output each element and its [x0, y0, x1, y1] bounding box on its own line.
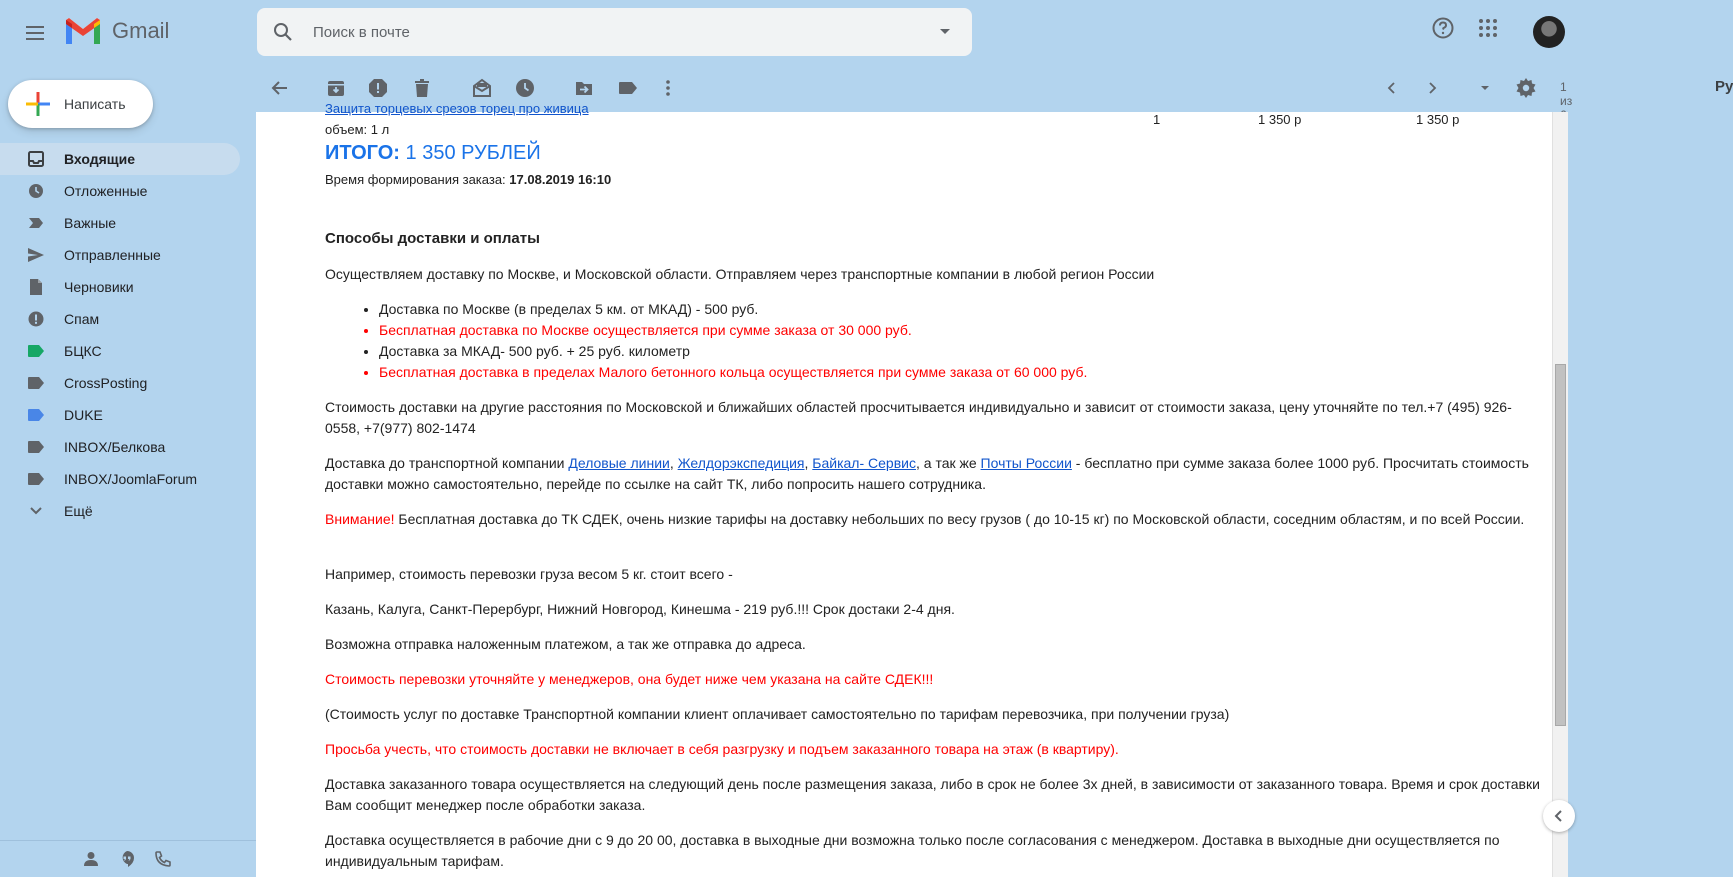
snooze-icon[interactable] — [515, 78, 535, 98]
sidebar-item-label: INBOX/Белкова — [64, 439, 166, 455]
search-bar[interactable] — [257, 8, 972, 56]
order-total-value: 1 350 РУБЛЕЙ — [405, 142, 541, 164]
message-body — [325, 101, 1540, 872]
link-pochta-rossii[interactable]: Почты России — [980, 455, 1072, 471]
attention-text: Бесплатная доставка до ТК СДЕК, очень низкие тарифы на доставку небольших по весу грузов ( до 10-15 кг) по Московской области, соседним областям, и по всей России. — [394, 511, 1525, 527]
sidebar-item-label: Важные — [64, 215, 117, 231]
label-icon — [28, 407, 44, 423]
send-icon — [28, 247, 44, 263]
message-content — [256, 101, 1552, 877]
label-as-icon[interactable] — [618, 78, 638, 98]
link-zheldorekspeditsiya[interactable]: Желдорэкспедиция — [677, 455, 805, 471]
sidebar-item-label: Отложенные — [64, 183, 148, 199]
list-item: • Бесплатная доставка в пределах Малого бетонного кольца осуществляется при сумме заказа от 60 000 руб. — [379, 362, 1540, 383]
hangouts-icon[interactable] — [118, 850, 136, 868]
separator: , — [669, 455, 678, 471]
compose-label: Написать — [64, 96, 126, 112]
cod-paragraph: Возможна отправка наложенным платежом, а так же отправка до адреса. — [325, 636, 806, 652]
delivery-heading: Способы доставки и оплаты — [325, 230, 540, 247]
sidebar — [0, 143, 256, 527]
order-item-total: 1 350 р — [1416, 112, 1460, 127]
search-options-icon[interactable] — [940, 29, 950, 34]
compose-button[interactable] — [8, 80, 153, 128]
note-paragraph: Просьба учесть, что стоимость доставки не включает в себя разгрузку и подъем заказанного товара на этаж (в квартиру). — [325, 741, 1119, 757]
side-panel-toggle[interactable] — [1543, 800, 1575, 832]
delete-icon[interactable] — [412, 78, 432, 98]
attention-label: Внимание! — [325, 511, 395, 527]
managers-paragraph: Стоимость перевозки уточняйте у менеджеров, она будет ниже чем указана на сайте СДЕК!!! — [325, 671, 934, 687]
phone-icon[interactable] — [154, 850, 172, 868]
sidebar-item-label-crossposting[interactable] — [0, 367, 240, 399]
sidebar-item-label: Черновики — [64, 279, 134, 295]
clock-icon — [28, 183, 44, 199]
sidebar-item-label-duke[interactable] — [0, 399, 240, 431]
order-item-link[interactable]: Защита торцевых срезов торец про живица — [325, 101, 589, 116]
sidebar-item-label: DUKE — [64, 407, 103, 423]
report-spam-icon[interactable] — [368, 78, 388, 98]
sidebar-item-more[interactable] — [0, 495, 240, 527]
workdays-paragraph: Доставка осуществляется в рабочие дни с 9 до 20 00, доставка в выходные дни возможна только после согласования с менеджером. Доставка в выходные дни осуществляется по индивидуальным тарифам. — [325, 832, 1500, 869]
services-paragraph: (Стоимость услуг по доставке Транспортной компании клиент оплачивает самостоятельно по тарифам перевозчика, при получении груза) — [325, 706, 1230, 722]
sidebar-item-label: Отправленные — [64, 247, 161, 263]
list-item: • Доставка за МКАД- 500 руб. + 25 руб. километр — [379, 341, 1540, 362]
sidebar-item-label: Спам — [64, 311, 100, 327]
newer-chevron-icon[interactable] — [1382, 78, 1402, 98]
hangouts-bar — [0, 840, 256, 877]
main-menu-button[interactable] — [20, 18, 50, 48]
side-panel-strip — [1568, 112, 1582, 877]
next-day-paragraph: Доставка заказанного товара осуществляется на следующий день после размещения заказа, либо в срок не более 3х дней, в зависимости от заказанного товара. Время и срок доставки Вам сообщит менеджер после обработки заказа. — [325, 776, 1540, 813]
help-icon[interactable] — [1431, 16, 1455, 40]
sidebar-item-label-inbox-joomlaforum[interactable] — [0, 463, 240, 495]
sidebar-item-label: INBOX/JoomlaForum — [64, 471, 198, 487]
sidebar-item-label: CrossPosting — [64, 375, 148, 391]
input-tools-caret-icon[interactable] — [1480, 78, 1490, 98]
order-time-label: Время формирования заказа: — [325, 172, 506, 187]
gmail-m-icon — [64, 16, 102, 46]
app-name: Gmail — [112, 18, 170, 43]
account-avatar[interactable] — [1533, 16, 1565, 48]
spam-icon — [28, 311, 44, 327]
contacts-icon[interactable] — [82, 850, 100, 868]
order-total — [325, 140, 541, 166]
order-item-price: 1 350 р — [1258, 112, 1302, 127]
mark-unread-icon[interactable] — [472, 78, 492, 98]
content-scrollbar[interactable] — [1552, 112, 1568, 877]
link-baikal-service[interactable]: Байкал- Сервис — [812, 455, 916, 471]
sidebar-item-label: БЦКС — [64, 343, 102, 359]
more-options-icon[interactable] — [658, 78, 678, 98]
older-chevron-icon[interactable] — [1422, 78, 1442, 98]
attention-paragraph — [325, 509, 1540, 530]
label-icon — [28, 375, 44, 391]
order-item-qty: 1 — [1153, 112, 1161, 127]
sidebar-item-drafts[interactable] — [0, 271, 240, 303]
list-item: • Бесплатная доставка по Москве осуществляется при сумме заказа от 30 000 руб. — [379, 320, 1540, 341]
paragraph-text: - бесплатно при сумме заказа более 1000 руб. Просчитать стоимость доставки можно самостоятельно, перейде по ссылке на сайт ТК, либо попросить нашего сотрудника. — [325, 455, 1529, 492]
apps-grid-icon[interactable] — [1476, 16, 1500, 40]
inbox-icon — [28, 151, 44, 167]
compose-plus-icon — [26, 92, 50, 116]
order-summary — [325, 101, 1540, 172]
back-arrow-icon[interactable] — [270, 78, 290, 98]
move-to-icon[interactable] — [574, 78, 594, 98]
list-item: • Доставка по Москве (в пределах 5 км. от МКАД) - 500 руб. — [379, 299, 1540, 320]
sidebar-item-label: Ещё — [64, 503, 93, 519]
scrollbar-thumb[interactable] — [1555, 364, 1566, 726]
sidebar-item-snoozed[interactable] — [0, 175, 240, 207]
delivery-list — [379, 299, 1540, 383]
search-icon[interactable] — [273, 22, 293, 42]
important-icon — [28, 215, 44, 231]
settings-gear-icon[interactable] — [1516, 78, 1536, 98]
archive-icon[interactable] — [326, 78, 346, 98]
sidebar-item-spam[interactable] — [0, 303, 240, 335]
pagination-count: 1 из — [1560, 80, 1573, 108]
order-time — [325, 169, 1540, 190]
example-paragraph: Например, стоимость перевозки груза весом 5 кг. стоит всего - — [325, 566, 733, 582]
gmail-logo[interactable] — [64, 16, 169, 46]
paragraph-text: , а так же — [915, 455, 981, 471]
cities-paragraph: Казань, Калуга, Санкт-Перербург, Нижний Новгород, Кинешма - 219 руб.!!! Срок достаки 2-4 дня. — [325, 601, 955, 617]
paragraph-text: Доставка до транспортной компании — [325, 455, 569, 471]
sidebar-item-label-bcks[interactable] — [0, 335, 240, 367]
sidebar-item-label-inbox-belkova[interactable] — [0, 431, 240, 463]
delivery-intro: Осуществляем доставку по Москве, и Московской области. Отправляем через транспортные компании в любой регион России — [325, 266, 1155, 282]
order-total-label: ИТОГО: — [325, 142, 400, 164]
label-icon — [28, 343, 44, 359]
sidebar-item-label: Входящие — [64, 151, 135, 167]
link-delovye-linii[interactable]: Деловые линии — [568, 455, 670, 471]
chevron-down-icon — [28, 503, 44, 519]
order-item-volume: объем: 1 л — [325, 122, 390, 137]
transport-companies-paragraph — [325, 453, 1540, 495]
cost-paragraph: Стоимость доставки на другие расстояния по Московской и ближайших областей просчитывается индивидуально и зависит от стоимости заказа, цену уточняйте по тел.+7 (495) 926-0558, +7(977) 802-1474 — [325, 399, 1512, 436]
label-icon — [28, 439, 44, 455]
order-time-value: 17.08.2019 16:10 — [509, 172, 612, 187]
top-bar — [0, 0, 1582, 64]
search-input[interactable] — [313, 8, 913, 56]
draft-icon — [28, 279, 44, 295]
sidebar-item-sent[interactable] — [0, 239, 240, 271]
separator: , — [804, 455, 813, 471]
input-tools-button[interactable]: Ру — [1715, 78, 1733, 95]
sidebar-item-important[interactable] — [0, 207, 240, 239]
chevron-left-icon — [1551, 808, 1567, 824]
sidebar-item-inbox[interactable] — [0, 143, 240, 175]
label-icon — [28, 471, 44, 487]
